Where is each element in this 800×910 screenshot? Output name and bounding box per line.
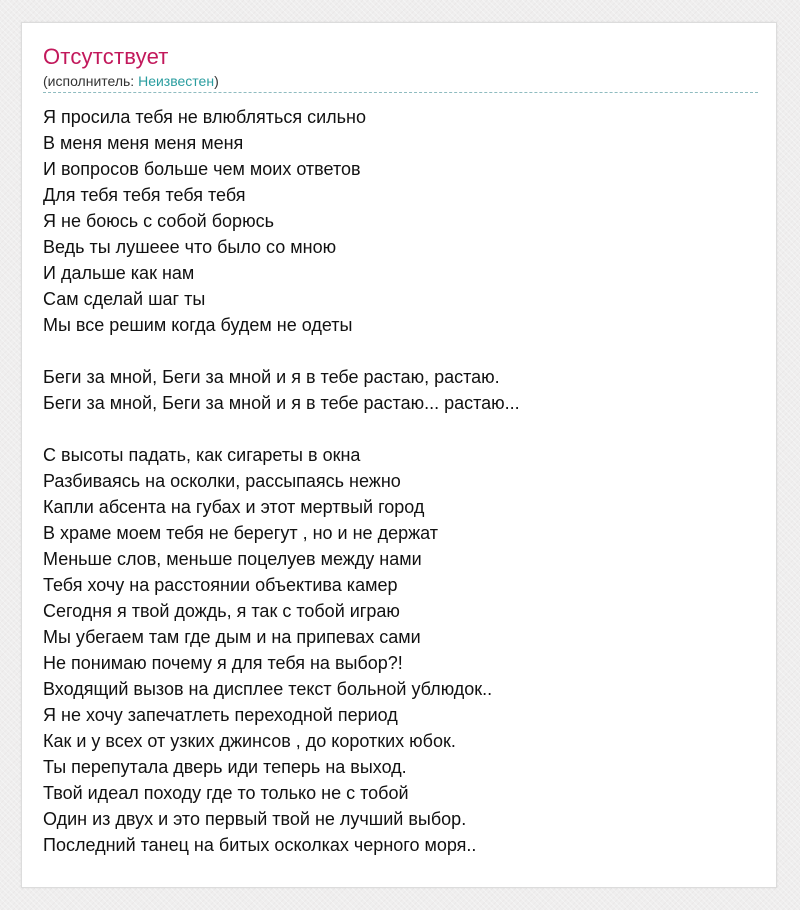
lyrics-verse — [43, 442, 756, 858]
lyrics-line: Я не хочу запечатлеть переходной период — [43, 705, 398, 725]
lyrics-line: Мы убегаем там где дым и на припевах сами — [43, 627, 421, 647]
lyrics-line: Беги за мной, Беги за мной и я в тебе растаю... растаю... — [43, 393, 520, 413]
lyrics-line: И вопросов больше чем моих ответов — [43, 159, 361, 179]
lyrics-line: Меньше слов, меньше поцелуев между нами — [43, 549, 422, 569]
lyrics-line: Входящий вызов на дисплее текст больной ублюдок.. — [43, 679, 493, 699]
lyrics-line: В храме моем тебя не берегут , но и не держат — [43, 523, 438, 543]
lyrics-body — [43, 104, 756, 858]
lyrics-line: И дальше как нам — [43, 263, 195, 283]
lyrics-verse — [43, 364, 756, 416]
lyrics-verse — [43, 104, 756, 338]
lyrics-line: Я не боюсь с собой борюсь — [43, 211, 274, 231]
lyrics-line: Мы все решим когда будем не одеты — [43, 315, 353, 335]
lyrics-line: Твой идеал походу где то только не с тобой — [43, 783, 409, 803]
lyrics-line: В меня меня меня меня — [43, 133, 244, 153]
lyrics-line: Ведь ты лушеее что было со мною — [43, 237, 337, 257]
lyrics-line: Разбиваясь на осколки, рассыпаясь нежно — [43, 471, 401, 491]
lyrics-line: Для тебя тебя тебя тебя — [43, 185, 246, 205]
title-divider — [43, 92, 758, 93]
lyrics-line: С высоты падать, как сигареты в окна — [43, 445, 361, 465]
lyrics-line: Я просила тебя не влюбляться сильно — [43, 107, 366, 127]
artist-prefix: (исполнитель: — [43, 73, 139, 89]
lyrics-line: Последний танец на битых осколках черного моря.. — [43, 835, 477, 855]
song-title: Отсутствует — [43, 44, 169, 69]
lyrics-line: Капли абсента на губах и этот мертвый город — [43, 497, 425, 517]
lyrics-line: Ты перепутала дверь иди теперь на выход. — [43, 757, 407, 777]
lyrics-line: Как и у всех от узких джинсов , до коротких юбок. — [43, 731, 456, 751]
lyrics-line: Беги за мной, Беги за мной и я в тебе растаю, растаю. — [43, 367, 500, 387]
lyrics-line: Тебя хочу на расстоянии объектива камер — [43, 575, 398, 595]
artist-line — [43, 72, 756, 90]
artist-suffix: ) — [214, 73, 219, 89]
artist-link[interactable]: Неизвестен — [138, 73, 215, 89]
lyrics-line: Сам сделай шаг ты — [43, 289, 206, 309]
lyrics-line: Один из двух и это первый твой не лучший выбор. — [43, 809, 467, 829]
lyrics-line: Сегодня я твой дождь, я так с тобой играю — [43, 601, 400, 621]
lyrics-line: Не понимаю почему я для тебя на выбор?! — [43, 653, 403, 673]
lyrics-card — [21, 22, 777, 888]
